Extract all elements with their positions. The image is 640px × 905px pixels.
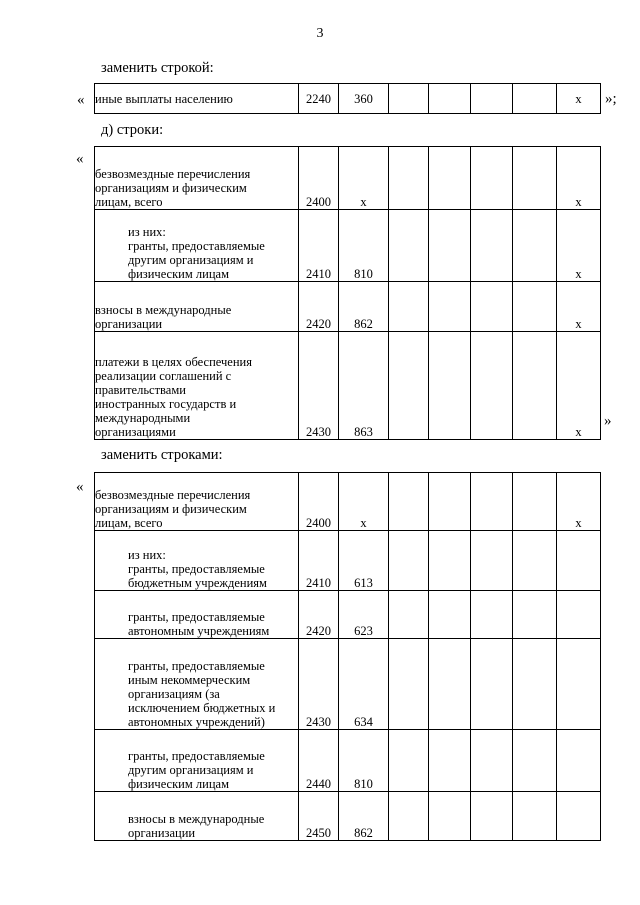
description-line: гранты, предоставляемые: [128, 562, 265, 576]
description-line: международными: [95, 411, 191, 425]
empty-cell: [471, 531, 513, 591]
row-description: [95, 531, 299, 591]
row-code: 2400: [299, 473, 339, 531]
empty-cell: [389, 210, 429, 282]
description-line: реализации соглашений с: [95, 369, 232, 383]
empty-cell: [471, 147, 513, 210]
x-mark: [557, 531, 601, 591]
description-line: другим организациям и: [128, 253, 254, 267]
empty-cell: [513, 473, 557, 531]
budget-code: 360: [339, 84, 389, 114]
description-line: физическим лицам: [128, 267, 229, 281]
row-description: [95, 210, 299, 282]
table-row: [95, 730, 601, 792]
x-mark: [557, 730, 601, 792]
description-line: взносы в международные: [95, 303, 232, 317]
row-code: 2420: [299, 282, 339, 332]
description-line: гранты, предоставляемые: [128, 749, 265, 763]
section2-close-quote: »: [604, 413, 612, 429]
empty-cell: [389, 282, 429, 332]
empty-cell: [389, 332, 429, 440]
description-line: организациям и физическим: [95, 181, 247, 195]
row-description: [95, 84, 299, 114]
empty-cell: [471, 210, 513, 282]
empty-cell: [471, 639, 513, 730]
x-mark: x: [557, 210, 601, 282]
empty-cell: [389, 792, 429, 841]
empty-cell: [513, 792, 557, 841]
empty-cell: [513, 639, 557, 730]
section1-close-quote: »;: [605, 91, 617, 107]
description-line: лицам, всего: [95, 195, 163, 209]
row-code: 2410: [299, 531, 339, 591]
description-line: организации: [95, 317, 163, 331]
x-mark: x: [557, 147, 601, 210]
x-mark: [557, 639, 601, 730]
x-mark: [557, 591, 601, 639]
description-line: гранты, предоставляемые: [128, 610, 265, 624]
x-mark: x: [557, 84, 601, 114]
empty-cell: [471, 730, 513, 792]
empty-cell: [389, 473, 429, 531]
x-mark: x: [557, 332, 601, 440]
row-code: 2450: [299, 792, 339, 841]
empty-cell: [429, 282, 471, 332]
description-line: безвозмездные перечисления: [95, 167, 251, 181]
row-code: 2410: [299, 210, 339, 282]
empty-cell: [471, 84, 513, 114]
budget-code: 810: [339, 730, 389, 792]
empty-cell: [513, 84, 557, 114]
empty-cell: [429, 210, 471, 282]
empty-cell: [429, 84, 471, 114]
table-row: [95, 282, 601, 332]
empty-cell: [389, 147, 429, 210]
description-line: автономным учреждениям: [128, 624, 270, 638]
section3-open-quote: «: [76, 479, 84, 495]
row-description: [95, 282, 299, 332]
empty-cell: [471, 591, 513, 639]
description-line: иные выплаты населению: [95, 91, 233, 106]
section3-heading: заменить строками:: [101, 447, 223, 463]
empty-cell: [389, 639, 429, 730]
empty-cell: [513, 531, 557, 591]
row-description: [95, 792, 299, 841]
table-row: [95, 792, 601, 841]
page-number: 3: [316, 26, 324, 41]
description-line: бюджетным учреждениям: [128, 576, 267, 590]
row-description: [95, 332, 299, 440]
budget-code: 862: [339, 282, 389, 332]
budget-code: x: [339, 473, 389, 531]
description-line: гранты, предоставляемые: [128, 239, 265, 253]
empty-cell: [471, 792, 513, 841]
row-description: [95, 639, 299, 730]
empty-cell: [429, 473, 471, 531]
description-line: из них:: [128, 548, 166, 562]
x-mark: x: [557, 282, 601, 332]
description-line: иностранных государств и: [95, 397, 237, 411]
empty-cell: [513, 282, 557, 332]
table-row: [95, 147, 601, 210]
empty-cell: [429, 147, 471, 210]
row-code: 2430: [299, 639, 339, 730]
empty-cell: [389, 730, 429, 792]
row-description: [95, 591, 299, 639]
section1-heading: заменить строкой:: [101, 60, 214, 76]
empty-cell: [429, 332, 471, 440]
description-line: организациям (за: [128, 687, 220, 701]
row-code: 2420: [299, 591, 339, 639]
description-line: взносы в международные: [128, 812, 265, 826]
empty-cell: [429, 531, 471, 591]
x-mark: [557, 792, 601, 841]
row-code: 2240: [299, 84, 339, 114]
table-row: [95, 531, 601, 591]
table-row: [95, 591, 601, 639]
section1-open-quote: «: [77, 92, 85, 108]
description-line: физическим лицам: [128, 777, 229, 791]
table-row: [95, 210, 601, 282]
description-line: правительствами: [95, 383, 186, 397]
description-line: организации: [128, 826, 196, 840]
empty-cell: [513, 730, 557, 792]
budget-code: 634: [339, 639, 389, 730]
description-line: автономных учреждений): [128, 715, 265, 729]
empty-cell: [513, 147, 557, 210]
row-description: [95, 473, 299, 531]
empty-cell: [513, 591, 557, 639]
empty-cell: [471, 282, 513, 332]
row-description: [95, 147, 299, 210]
description-line: гранты, предоставляемые: [128, 659, 265, 673]
empty-cell: [389, 531, 429, 591]
table-row: [95, 473, 601, 531]
section2-table: [94, 146, 601, 440]
description-line: платежи в целях обеспечения: [95, 355, 252, 369]
budget-code: 810: [339, 210, 389, 282]
empty-cell: [471, 332, 513, 440]
row-description: [95, 730, 299, 792]
section2-open-quote: «: [76, 151, 84, 167]
row-code: 2400: [299, 147, 339, 210]
budget-code: 613: [339, 531, 389, 591]
row-code: 2440: [299, 730, 339, 792]
empty-cell: [429, 792, 471, 841]
empty-cell: [513, 332, 557, 440]
x-mark: x: [557, 473, 601, 531]
empty-cell: [429, 591, 471, 639]
table-row: [95, 84, 601, 114]
description-line: из них:: [128, 225, 166, 239]
description-line: организациям и физическим: [95, 502, 247, 516]
budget-code: 862: [339, 792, 389, 841]
description-line: организациями: [95, 425, 176, 439]
section1-table: [94, 83, 601, 114]
empty-cell: [429, 730, 471, 792]
table-row: [95, 639, 601, 730]
empty-cell: [513, 210, 557, 282]
empty-cell: [471, 473, 513, 531]
section2-heading: д) строки:: [101, 122, 164, 138]
budget-code: 623: [339, 591, 389, 639]
description-line: исключением бюджетных и: [128, 701, 276, 715]
budget-code: x: [339, 147, 389, 210]
section3-table: [94, 472, 601, 841]
empty-cell: [389, 591, 429, 639]
row-code: 2430: [299, 332, 339, 440]
description-line: иным некоммерческим: [128, 673, 251, 687]
budget-code: 863: [339, 332, 389, 440]
table-row: [95, 332, 601, 440]
description-line: безвозмездные перечисления: [95, 488, 251, 502]
description-line: другим организациям и: [128, 763, 254, 777]
description-line: лицам, всего: [95, 516, 163, 530]
empty-cell: [429, 639, 471, 730]
empty-cell: [389, 84, 429, 114]
